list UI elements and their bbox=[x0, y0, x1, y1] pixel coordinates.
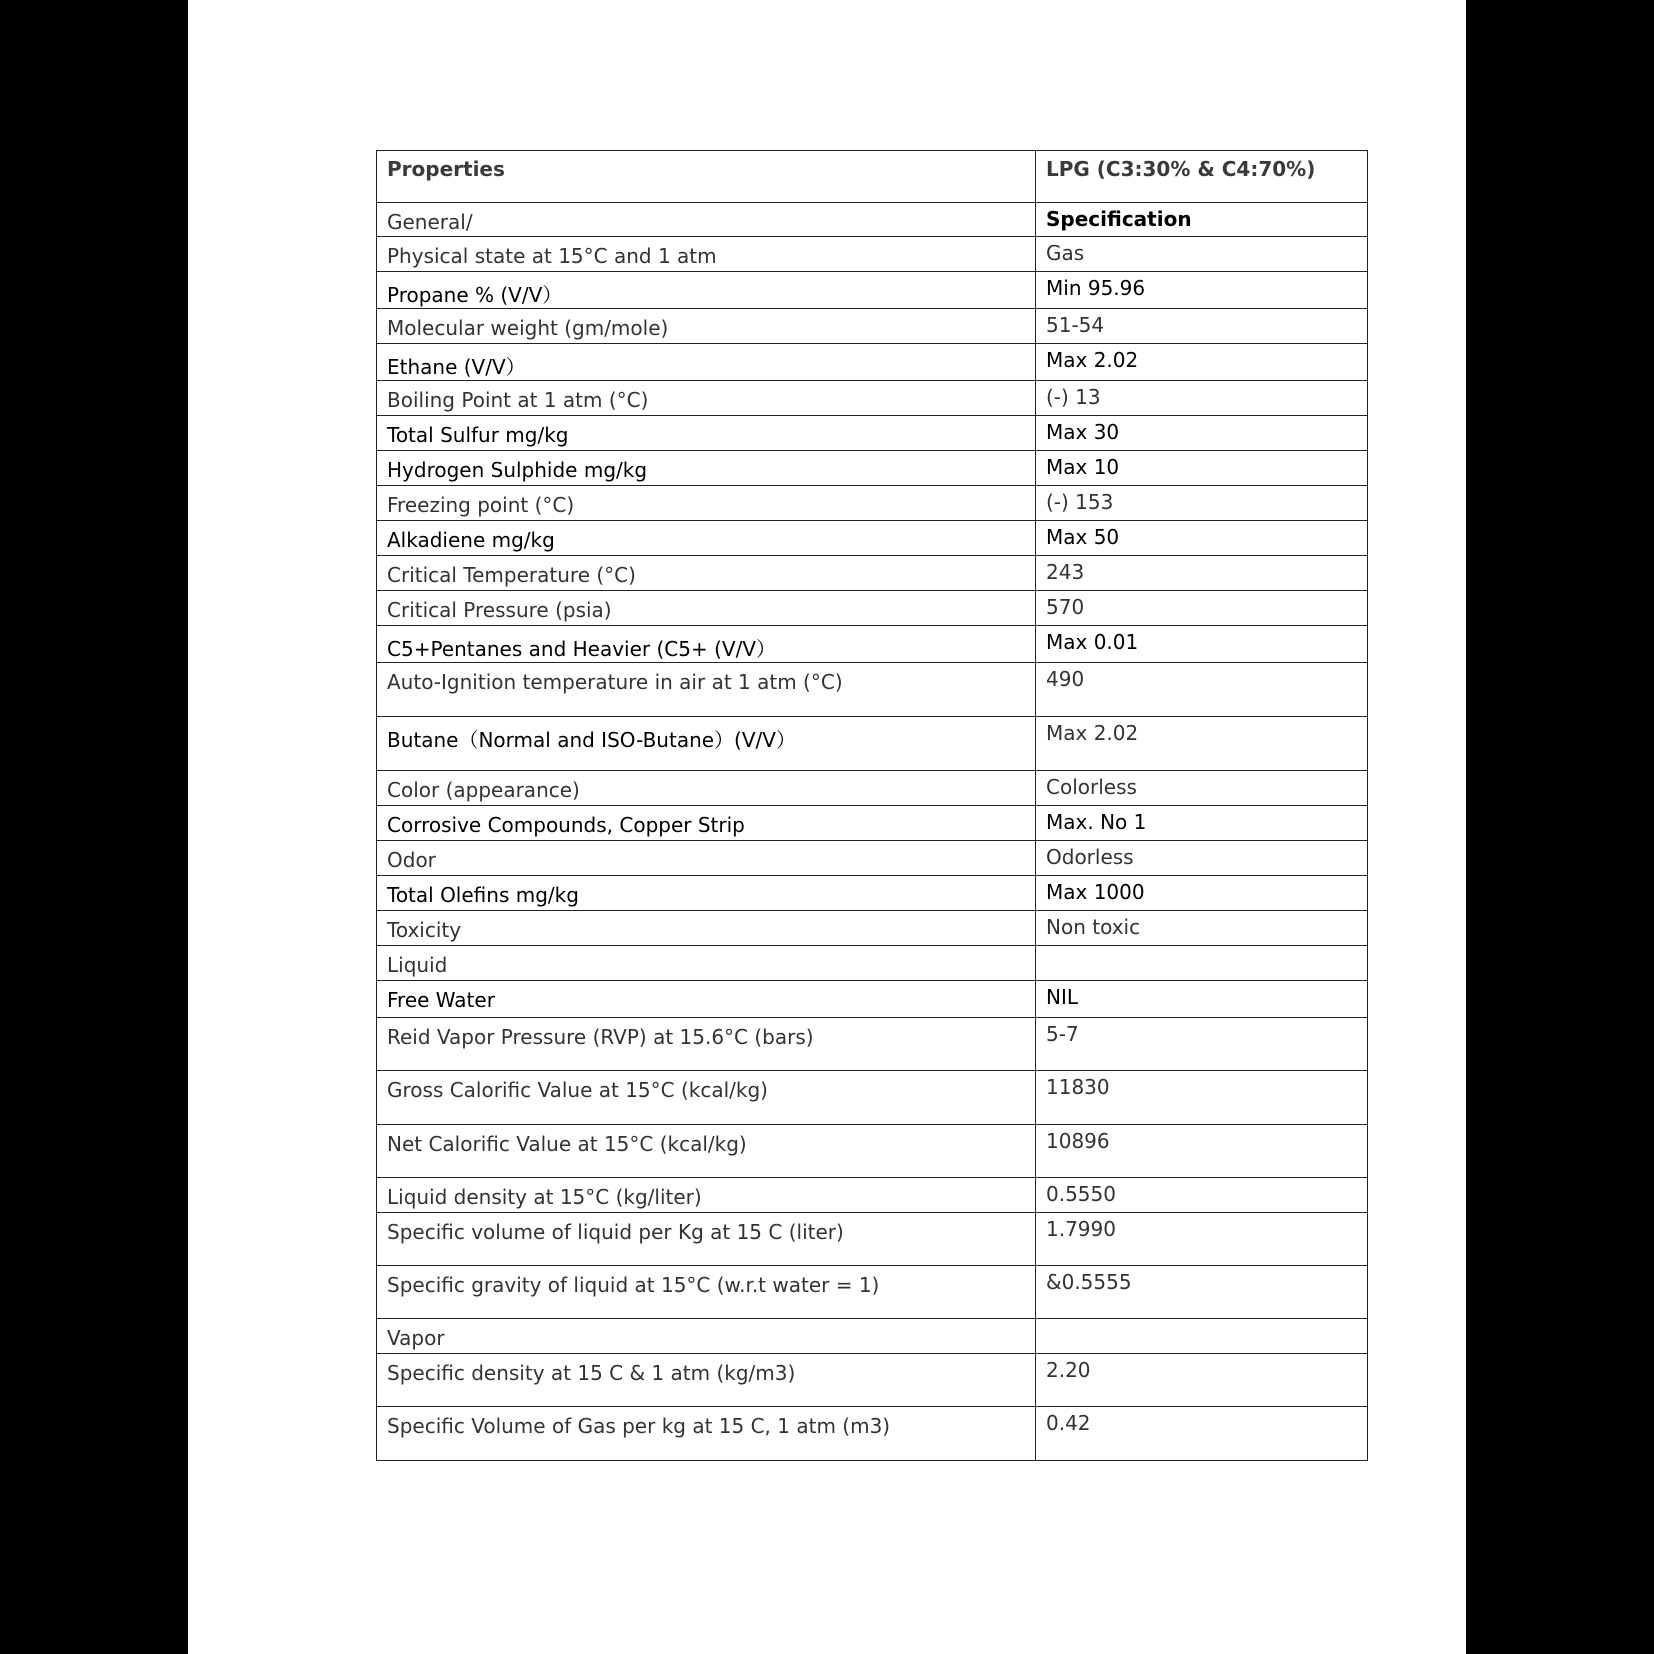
property-cell: Total Sulfur mg/kg bbox=[377, 416, 1036, 451]
value-cell: Max 10 bbox=[1036, 451, 1368, 486]
property-cell: Molecular weight (gm/mole) bbox=[377, 309, 1036, 344]
property-cell: Net Calorific Value at 15°C (kcal/kg) bbox=[377, 1125, 1036, 1178]
value-cell: 51-54 bbox=[1036, 309, 1368, 344]
property-cell: Specific gravity of liquid at 15°C (w.r.t water = 1) bbox=[377, 1266, 1036, 1319]
value-cell: Colorless bbox=[1036, 771, 1368, 806]
table-row bbox=[377, 1319, 1368, 1354]
value-cell: Odorless bbox=[1036, 841, 1368, 876]
document-page bbox=[188, 0, 1466, 1654]
property-cell: Reid Vapor Pressure (RVP) at 15.6°C (bars) bbox=[377, 1018, 1036, 1071]
value-cell: 0.5550 bbox=[1036, 1178, 1368, 1213]
value-cell: Max 50 bbox=[1036, 521, 1368, 556]
table-row bbox=[377, 911, 1368, 946]
table-row bbox=[377, 841, 1368, 876]
table-row bbox=[377, 556, 1368, 591]
table-row bbox=[377, 1354, 1368, 1407]
value-cell: Max 1000 bbox=[1036, 876, 1368, 911]
property-cell: Specific volume of liquid per Kg at 15 C (liter) bbox=[377, 1213, 1036, 1266]
table-row bbox=[377, 381, 1368, 416]
property-cell: Toxicity bbox=[377, 911, 1036, 946]
value-cell: Max 2.02 bbox=[1036, 344, 1368, 381]
table-row bbox=[377, 1071, 1368, 1125]
table-row bbox=[377, 946, 1368, 981]
value-cell bbox=[1036, 946, 1368, 981]
table-row bbox=[377, 1178, 1368, 1213]
value-cell: 1.7990 bbox=[1036, 1213, 1368, 1266]
value-cell: NIL bbox=[1036, 981, 1368, 1018]
property-cell: Critical Temperature (°C) bbox=[377, 556, 1036, 591]
value-cell: (-) 153 bbox=[1036, 486, 1368, 521]
property-cell: Hydrogen Sulphide mg/kg bbox=[377, 451, 1036, 486]
value-cell: &0.5555 bbox=[1036, 1266, 1368, 1319]
value-cell: (-) 13 bbox=[1036, 381, 1368, 416]
table-row bbox=[377, 237, 1368, 272]
property-cell: Alkadiene mg/kg bbox=[377, 521, 1036, 556]
property-cell: Freezing point (°C) bbox=[377, 486, 1036, 521]
table-row bbox=[377, 876, 1368, 911]
value-cell: Non toxic bbox=[1036, 911, 1368, 946]
property-cell: Odor bbox=[377, 841, 1036, 876]
table-row bbox=[377, 344, 1368, 381]
value-cell bbox=[1036, 1319, 1368, 1354]
value-cell: 10896 bbox=[1036, 1125, 1368, 1178]
property-cell: Specific Volume of Gas per kg at 15 C, 1 atm (m3) bbox=[377, 1407, 1036, 1461]
value-cell: 11830 bbox=[1036, 1071, 1368, 1125]
table-row bbox=[377, 1407, 1368, 1461]
table-row bbox=[377, 981, 1368, 1018]
table-row bbox=[377, 272, 1368, 309]
value-cell: Gas bbox=[1036, 237, 1368, 272]
property-cell: Boiling Point at 1 atm (°C) bbox=[377, 381, 1036, 416]
table-row bbox=[377, 416, 1368, 451]
value-cell: Max. No 1 bbox=[1036, 806, 1368, 841]
property-cell: Ethane (V/V） bbox=[377, 344, 1036, 381]
property-cell: Specific density at 15 C & 1 atm (kg/m3) bbox=[377, 1354, 1036, 1407]
property-cell: Corrosive Compounds, Copper Strip bbox=[377, 806, 1036, 841]
lpg-specification-table bbox=[376, 150, 1368, 1461]
header-properties: Properties bbox=[377, 151, 1036, 203]
property-cell: Liquid density at 15°C (kg/liter) bbox=[377, 1178, 1036, 1213]
table-row bbox=[377, 1213, 1368, 1266]
property-cell: Auto-Ignition temperature in air at 1 atm (°C) bbox=[377, 663, 1036, 717]
value-cell: Max 30 bbox=[1036, 416, 1368, 451]
table-row bbox=[377, 309, 1368, 344]
property-cell: Vapor bbox=[377, 1319, 1036, 1354]
table-row bbox=[377, 1266, 1368, 1319]
table-row bbox=[377, 663, 1368, 717]
value-cell: 2.20 bbox=[1036, 1354, 1368, 1407]
value-cell: 243 bbox=[1036, 556, 1368, 591]
value-cell: 490 bbox=[1036, 663, 1368, 717]
property-cell: Butane（Normal and ISO-Butane）(V/V） bbox=[377, 717, 1036, 771]
table-row bbox=[377, 451, 1368, 486]
property-cell: General/ bbox=[377, 203, 1036, 237]
table-row bbox=[377, 486, 1368, 521]
property-cell: Gross Calorific Value at 15°C (kcal/kg) bbox=[377, 1071, 1036, 1125]
property-cell: Color (appearance) bbox=[377, 771, 1036, 806]
property-cell: Total Olefins mg/kg bbox=[377, 876, 1036, 911]
property-cell: Propane % (V/V） bbox=[377, 272, 1036, 309]
table-header-row bbox=[377, 151, 1368, 203]
table-row bbox=[377, 1125, 1368, 1178]
value-cell: Min 95.96 bbox=[1036, 272, 1368, 309]
table-row bbox=[377, 591, 1368, 626]
value-cell: Specification bbox=[1036, 203, 1368, 237]
value-cell: Max 2.02 bbox=[1036, 717, 1368, 771]
table-row bbox=[377, 1018, 1368, 1071]
table-row bbox=[377, 626, 1368, 663]
table-row bbox=[377, 771, 1368, 806]
property-cell: C5+Pentanes and Heavier (C5+ (V/V） bbox=[377, 626, 1036, 663]
header-lpg: LPG (C3:30% & C4:70%) bbox=[1036, 151, 1368, 203]
value-cell: Max 0.01 bbox=[1036, 626, 1368, 663]
value-cell: 570 bbox=[1036, 591, 1368, 626]
table-row bbox=[377, 203, 1368, 237]
value-cell: 0.42 bbox=[1036, 1407, 1368, 1461]
table-row bbox=[377, 806, 1368, 841]
value-cell: 5-7 bbox=[1036, 1018, 1368, 1071]
property-cell: Critical Pressure (psia) bbox=[377, 591, 1036, 626]
property-cell: Free Water bbox=[377, 981, 1036, 1018]
table-row bbox=[377, 717, 1368, 771]
table-row bbox=[377, 521, 1368, 556]
property-cell: Liquid bbox=[377, 946, 1036, 981]
property-cell: Physical state at 15°C and 1 atm bbox=[377, 237, 1036, 272]
